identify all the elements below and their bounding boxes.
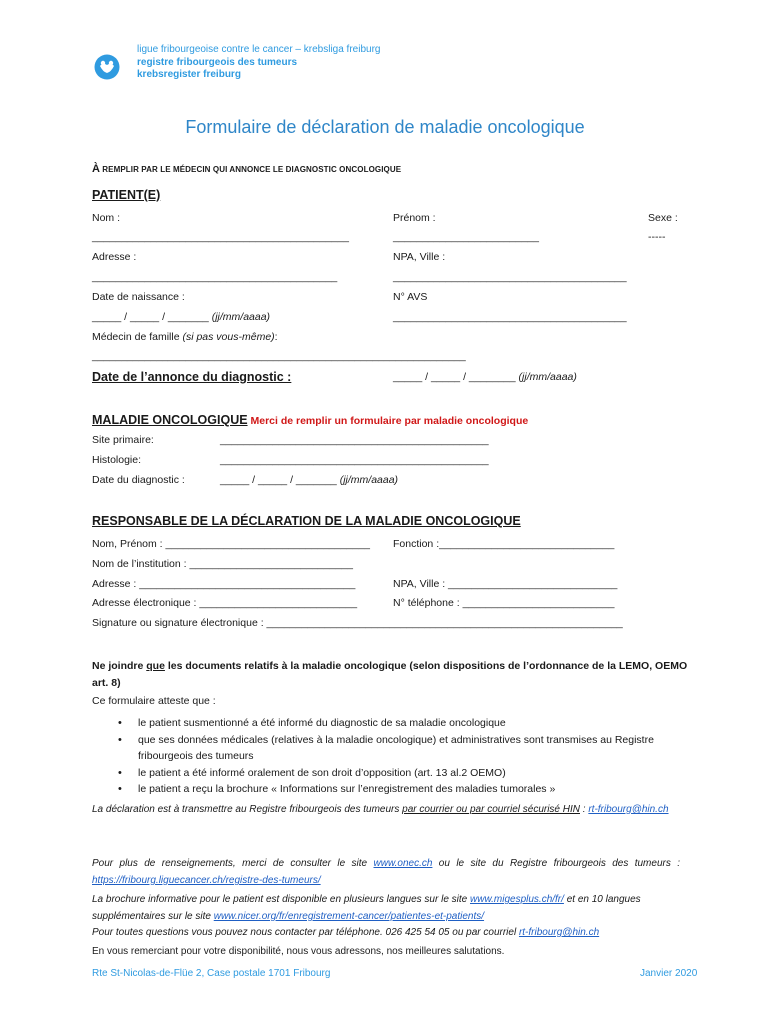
transmission-colon: : [580, 804, 589, 815]
resp-nom-field[interactable]: Nom, Prénom : ___________________________________ [92, 538, 370, 550]
resp-telephone-field[interactable]: N° téléphone : __________________________ [393, 597, 615, 609]
info-questions-text: Pour toutes questions vous pouvez nous contacter par téléphone. 026 425 54 05 ou par courriel [92, 927, 519, 938]
atteste-list [118, 715, 688, 798]
medecin-field[interactable]: ________________________________________________________________ [92, 350, 466, 362]
histo-label: Histologie: [92, 454, 142, 466]
maladie-heading-row [92, 413, 528, 427]
transmission-email-link[interactable]: rt-fribourg@hin.ch [588, 804, 669, 815]
adresse-field[interactable]: __________________________________________ [92, 271, 338, 283]
org-name-line1: ligue fribourgeoise contre le cancer – krebsliga freiburg [137, 44, 381, 55]
date-diagnostic-label: Date du diagnostic : [92, 474, 185, 486]
info-brochure [92, 891, 680, 925]
info-plus-text: Pour plus de renseignements, merci de consulter le site [92, 858, 374, 869]
naissance-label: Date de naissance : [92, 291, 185, 303]
naissance-format: (jj/mm/aaaa) [208, 311, 271, 323]
resp-adresse-field[interactable]: Adresse : _____________________________________ [92, 578, 356, 590]
list-item: • le patient susmentionné a été informé du diagnostic de sa maladie oncologique [118, 715, 688, 732]
annonce-line: _____ / _____ / ________ [393, 371, 516, 383]
documents-after: les documents relatifs à la maladie oncologique (selon dispositions de l’ordonnance de la LEMO, OEMO art. 8) [92, 660, 688, 689]
resp-institution-field[interactable]: Nom de l’institution : ____________________________ [92, 558, 353, 570]
date-diagnostic-field[interactable] [220, 474, 398, 486]
instruction-text: REMPLIR PAR LE MÉDECIN QUI ANNONCE LE DIAGNOSTIC ONCOLOGIQUE [99, 165, 402, 174]
info-plus-mid: ou le site du Registre fribourgeois des tumeurs : [432, 858, 681, 869]
responsable-heading: RESPONSABLE DE LA DÉCLARATION DE LA MALADIE ONCOLOGIQUE [92, 514, 521, 528]
resp-fonction-field[interactable]: Fonction :______________________________ [393, 538, 615, 550]
annonce-field[interactable] [393, 371, 577, 383]
nom-label: Nom : [92, 212, 121, 224]
site-label: Site primaire: [92, 434, 154, 446]
maladie-heading: MALADIE ONCOLOGIQUE [92, 413, 248, 427]
medecin-note: (si pas vous-même) [182, 331, 275, 343]
list-item: • le patient a été informé oralement de son droit d’opposition (art. 13 al.2 OEMO) [118, 765, 688, 782]
org-name-line3: krebsregister freiburg [137, 69, 241, 80]
ligue-cancer-logo-icon [94, 54, 120, 80]
nom-field[interactable]: ____________________________________________ [92, 231, 349, 243]
instruction-initial: À [92, 163, 100, 175]
patient-heading: PATIENT(E) [92, 188, 161, 202]
footer-date: Janvier 2020 [640, 968, 698, 979]
org-name-line2: registre fribourgeois des tumeurs [137, 57, 298, 68]
info-brochure-text: La brochure informative pour le patient est disponible en plusieurs langues sur le site [92, 894, 470, 905]
medecin-colon: : [274, 331, 278, 343]
resp-npa-field[interactable]: NPA, Ville : _____________________________ [393, 578, 618, 590]
naissance-line: _____ / _____ / _______ [92, 311, 209, 323]
migesplus-link[interactable]: www.migesplus.ch/fr/ [470, 894, 564, 905]
form-instruction [92, 163, 401, 175]
medecin-label-text: Médecin de famille [92, 331, 183, 343]
maladie-note: Merci de remplir un formulaire par maladie oncologique [250, 415, 529, 427]
info-questions [92, 927, 599, 938]
npa-label: NPA, Ville : [393, 251, 446, 263]
medecin-label [92, 331, 278, 343]
transmission-text [92, 801, 680, 818]
page-title: Formulaire de déclaration de maladie oncologique [185, 117, 585, 137]
atteste-intro: Ce formulaire atteste que : [92, 695, 216, 707]
sexe-field[interactable]: ----- [648, 231, 666, 243]
info-brochure-mid: et en 10 langues supplémentaires sur le site [92, 894, 641, 922]
questions-email-link[interactable]: rt-fribourg@hin.ch [518, 927, 600, 938]
documents-before: Ne joindre [92, 660, 147, 672]
npa-field[interactable]: ________________________________________ [393, 271, 627, 283]
list-item: • le patient a reçu la brochure « Informations sur l’enregistrement des maladies tumorales » [118, 781, 688, 798]
annonce-label: Date de l’annonce du diagnostic : [92, 370, 292, 384]
adresse-label: Adresse : [92, 251, 137, 263]
footer-address: Rte St-Nicolas-de-Flüe 2, Case postale 1701 Fribourg [92, 968, 331, 979]
nicer-link[interactable]: www.nicer.org/fr/enregistrement-cancer/patientes-et-patients/ [213, 911, 485, 922]
registre-link[interactable]: https://fribourg.liguecancer.ch/registre-des-tumeurs/ [92, 875, 321, 886]
resp-signature-field[interactable]: Signature ou signature électronique : _____________________________________________________________ [92, 617, 623, 629]
documents-notice [92, 658, 692, 692]
transmission-method: par courrier ou par courriel sécurisé HIN [402, 804, 580, 815]
prenom-field[interactable]: _________________________ [393, 231, 539, 243]
info-plus [92, 855, 680, 889]
list-item: • que ses données médicales (relatives à la maladie oncologique) et administratives sont transmises au Registre fribourgeois des tumeurs [118, 732, 688, 765]
resp-email-field[interactable]: Adresse électronique : ___________________________ [92, 597, 358, 609]
histo-field[interactable]: ______________________________________________ [220, 454, 489, 466]
thanks-text: En vous remerciant pour votre disponibilité, nous vous adressons, nos meilleures salutations. [92, 946, 505, 957]
sexe-label: Sexe : [648, 212, 678, 224]
onec-link[interactable]: www.onec.ch [373, 858, 433, 869]
naissance-field[interactable] [92, 311, 270, 323]
documents-que: que [146, 660, 165, 672]
transmission-intro: La déclaration est à transmettre au Registre fribourgeois des tumeurs [92, 804, 403, 815]
date-diagnostic-format: (jj/mm/aaaa) [336, 474, 399, 486]
date-diagnostic-line: _____ / _____ / _______ [220, 474, 337, 486]
avs-field[interactable]: ________________________________________ [393, 311, 627, 323]
avs-label: N° AVS [393, 291, 428, 303]
prenom-label: Prénom : [393, 212, 436, 224]
site-field[interactable]: ______________________________________________ [220, 434, 489, 446]
annonce-format: (jj/mm/aaaa) [515, 371, 577, 383]
